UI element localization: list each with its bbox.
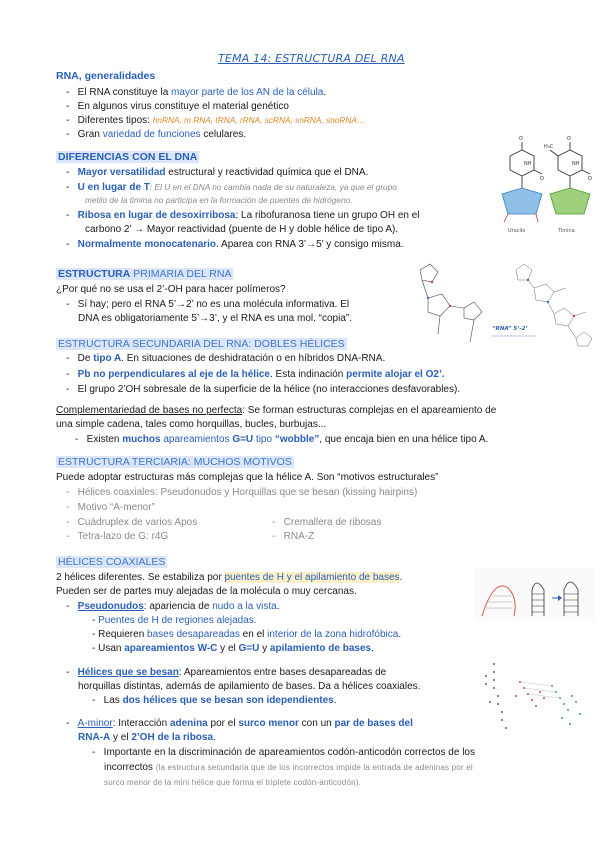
list-item-continuation: RNA-A y el 2’OH de la ribosa. [78,732,216,743]
list-item: - Hélices coaxiales: Pseudonudos y Horquillas que se besan (kissing hairpins) [66,487,418,498]
list-item: - Tetra-lazo de G: r4G [66,531,169,542]
paragraph: 2 hélices diferentes. Se estabiliza por puentes de H y el apilamiento de bases. [56,572,403,583]
list-item: - En algunos virus constituye el material genético [66,101,289,112]
list-item: - Motivo “A-menor” [66,502,155,513]
list-item-continuation: carbono 2’ → Mayor reactividad (puente de H y doble hélice de tipo A). [85,224,399,235]
list-item: - Cuádruplex de varios Apos [66,517,198,528]
ribose-sugar-shape [502,188,542,214]
sub-list-item-continuation: incorrectos (la estructura secundaria que de los incorrectos impide la entrada de adeninas por el [104,762,473,773]
section-heading-coaxiales: HÉLICES COAXIALES [58,556,166,568]
list-item: - Mayor versatilidad estructural y reactividad química que el DNA. [66,167,369,178]
svg-text:NH: NH [572,161,580,167]
list-item: - Diferentes tipos: hnRNA, m RNA, tRNA, rRNA, scRNA, snRNA, snoRNA… [66,115,366,126]
svg-text:NH: NH [524,161,532,167]
list-item: - Existen muchos apareamientos G=U tipo “wobble”, que encaja bien en una hélice tipo A. [75,434,489,445]
list-item: - Hélices que se besan: Apareamientos entre bases desapareadas de [66,667,387,678]
list-item: - El grupo 2’OH sobresale de la superficie de la hélice (no interacciones desfavorables). [66,384,461,395]
list-item-continuation: DNA es obligatoriamente 5’→3’, y el RNA es una mol. “copia”. [78,313,353,324]
sub-list-item: - Importante en la discriminación de apareamientos codón-anticodón correctos de los [92,747,475,758]
sub-list-item: - Puentes de H de regiones alejadas. [92,615,257,626]
list-item: - El RNA constituye la mayor parte de los AN de la célula. [66,87,327,98]
page-title: TEMA 14: ESTRUCTURA DEL RNA [218,52,405,65]
question-text: ¿Por qué no se usa el 2’-OH para hacer polímeros? [56,284,286,295]
list-item: - Pseudonudos: apariencia de nudo a la vista. [66,601,280,612]
uracil-thymine-figure [488,128,594,240]
svg-text:O: O [588,176,592,182]
section-heading-rna-generalidades: RNA, generalidades [56,70,156,82]
list-item: - A-minor: Interacción adenina por el surco menor con un par de bases del [66,718,413,729]
kissing-hairpins-figure [476,652,596,738]
svg-text:“RNA” 5’-2’: “RNA” 5’-2’ [492,326,528,332]
list-item: - De tipo A. En situaciones de deshidratación o en híbridos DNA-RNA. [66,353,386,364]
rna-5-2-structure-figure [398,258,598,350]
paragraph: Pueden ser de partes muy alejadas de la molécula o muy cercanas. [56,586,357,597]
svg-text:H₃C: H₃C [544,144,554,150]
paragraph: Complementariedad de bases no perfecta: Se forman estructuras complejas en el apareamiento de [56,405,497,416]
section-heading-diferencias: DIFERENCIAS CON EL DNA [58,151,198,163]
list-item: - U en lugar de T: El U en el DNA no cambia nada de su naturaleza, ya que el grupo [66,182,397,193]
list-item: - Pb no perpendiculares al eje de la hélice. Esta indinación permite alojar el O2’. [66,369,445,380]
list-item: - RNA-Z [272,531,315,542]
list-item: - Ribosa en lugar de desoxirribosa: La ribofuranosa tiene un grupo OH en el [66,210,420,221]
list-item: - Gran variedad de funciones celulares. [66,129,247,140]
paragraph-continuation: una simple cadena, tales como horquillas, bucles, burbujas... [56,419,327,430]
list-item-continuation: horquillas distintas, además de apilamiento de bases. Da a hélices coaxiales. [78,681,421,692]
svg-text:O: O [567,136,571,142]
sub-list-item: - Las dos hélices que se besan son idependientes. [92,695,337,706]
section-heading-primaria: ESTRUCTURA PRIMARIA DEL RNA [58,268,232,280]
svg-text:O: O [540,176,544,182]
sub-list-item: - Usan apareamientos W-C y el G=U y apilamiento de bases. [92,643,374,654]
svg-text:Timina: Timina [558,228,575,234]
pseudoknot-figure [474,568,594,620]
deoxyribose-sugar-shape [550,188,590,214]
section-heading-terciaria: ESTRUCTURA TERCIARIA: MUCHOS MOTIVOS [58,456,292,468]
list-item: - Normalmente monocatenario. Aparea con RNA 3’→5’ y consigo misma. [66,239,404,250]
svg-text:Uracilo: Uracilo [508,228,526,234]
list-item: - Sí hay; pero el RNA 5’→2’ no es una molécula informativa. El [66,299,350,310]
svg-text:O: O [519,136,523,142]
sub-list-item-continuation: surco menor de la mini hélice que forma el triplete codón-anticodón). [104,778,362,787]
section-heading-secundaria: ESTRUCTURA SECUNDARIA DEL RNA: DOBLES HÉLICES [58,338,345,350]
sub-list-item: - Requieren bases desapareadas en el interior de la zona hidrofóbica. [92,629,402,640]
list-item-continuation: metilo de la timina no participa en la formación de puentes de hidrógeno. [85,195,353,205]
paragraph: Puede adoptar estructuras más complejas que la hélice A. Son “motivos estructurales” [56,472,439,483]
list-item: - Cremallera de ribosas [272,517,382,528]
